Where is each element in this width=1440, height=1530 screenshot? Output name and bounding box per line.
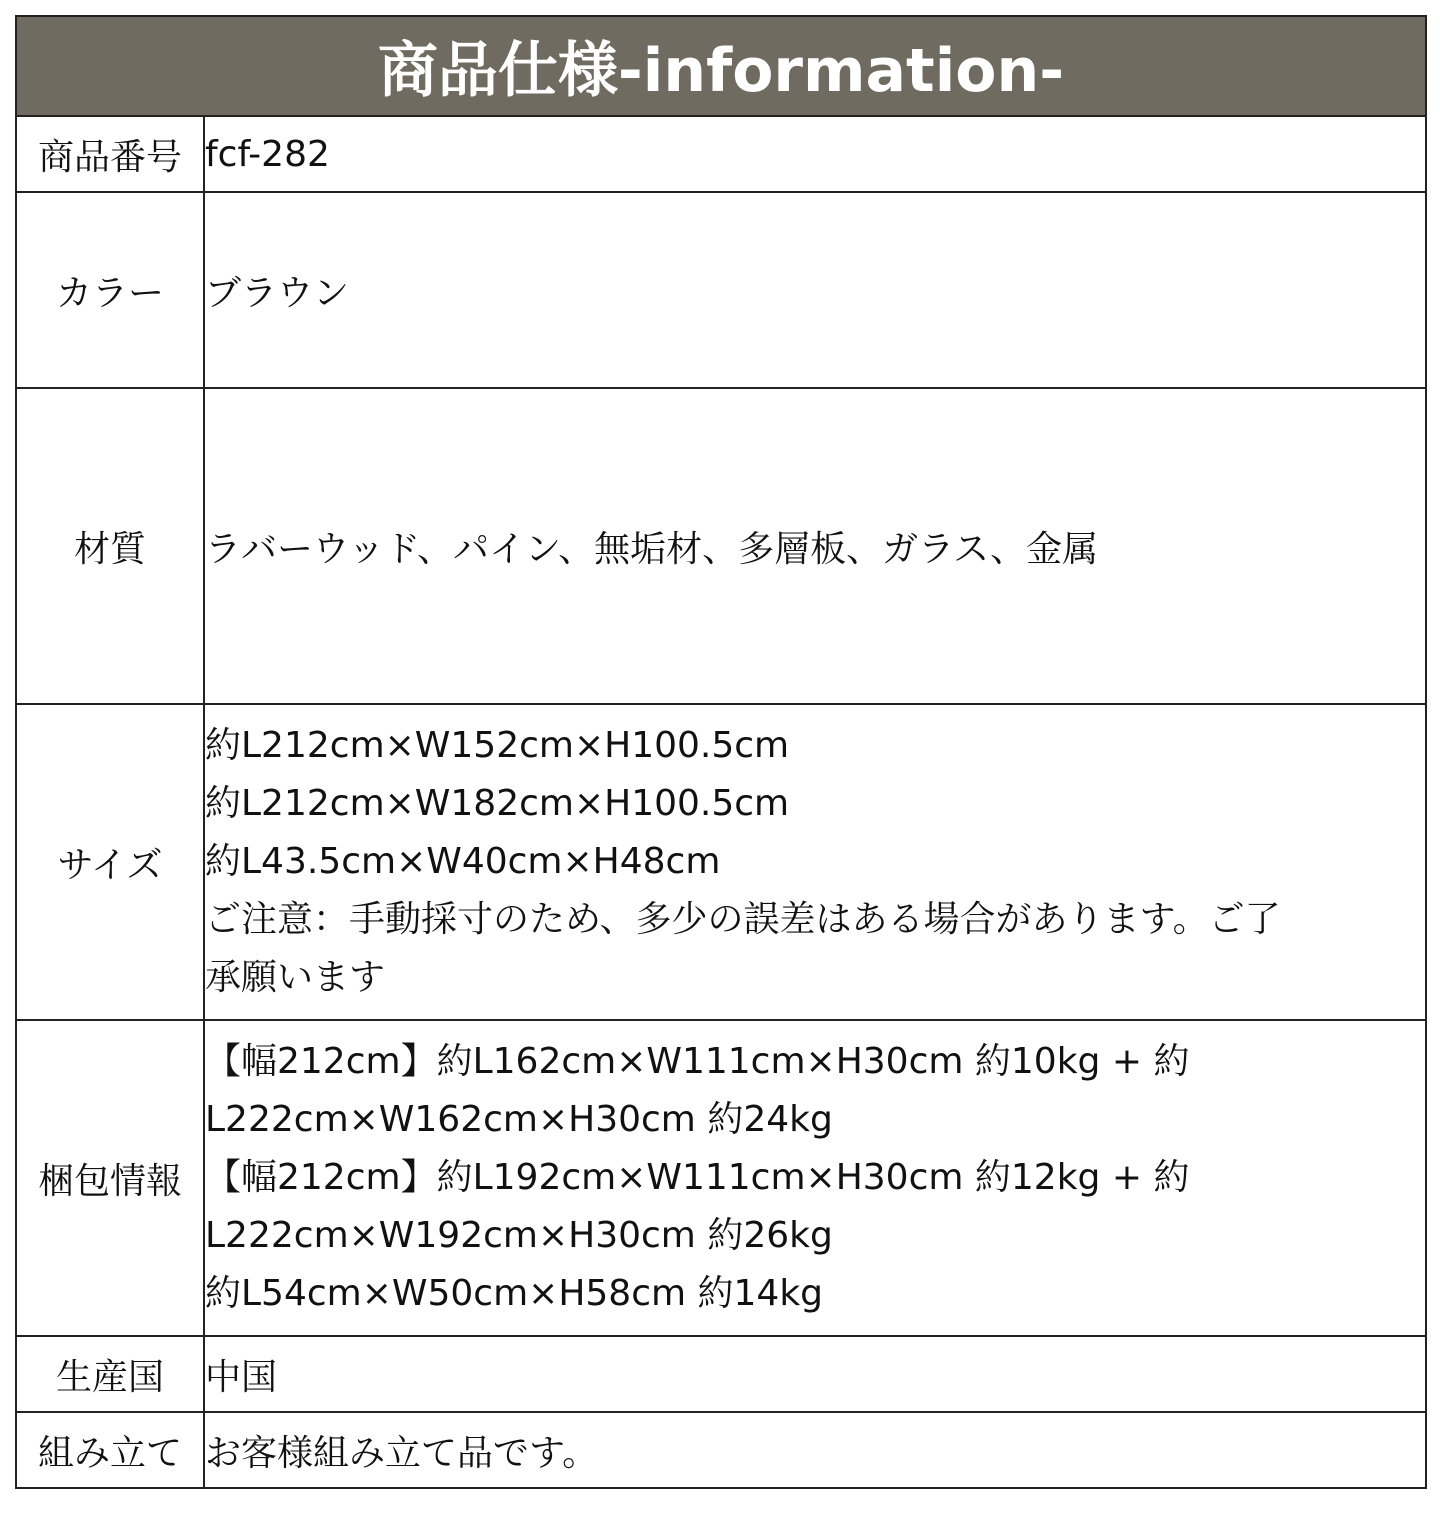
package-line: L222cm×W162cm×H30cm 約24kg — [205, 1099, 833, 1140]
package-line: 【幅212cm】約L192cm×W111cm×H30cm 約12kg + 約 — [205, 1157, 1190, 1198]
table-row-color — [16, 192, 1426, 388]
size-line: 約L43.5cm×W40cm×H48cm — [205, 841, 721, 882]
size-note-line: ご注意：手動採寸のため、多少の誤差はある場合があります。ご了 — [205, 899, 1281, 940]
color-value: ブラウン — [204, 192, 1426, 388]
size-value — [204, 704, 1426, 1020]
origin-label: 生産国 — [16, 1336, 204, 1412]
title-row — [16, 16, 1426, 116]
color-label: カラー — [16, 192, 204, 388]
table-row-material — [16, 388, 1426, 704]
package-info-value — [204, 1020, 1426, 1336]
material-value: ラバーウッド、パイン、無垢材、多層板、ガラス、金属 — [204, 388, 1426, 704]
size-label: サイズ — [16, 704, 204, 1020]
package-line: 約L54cm×W50cm×H58cm 約14kg — [205, 1273, 824, 1314]
package-info-label: 梱包情報 — [16, 1020, 204, 1336]
table-row-product-number — [16, 116, 1426, 192]
table-row-size — [16, 704, 1426, 1020]
table-row-origin — [16, 1336, 1426, 1412]
table-row-package-info — [16, 1020, 1426, 1336]
package-line: L222cm×W192cm×H30cm 約26kg — [205, 1215, 833, 1256]
origin-value: 中国 — [204, 1336, 1426, 1412]
size-line: 約L212cm×W182cm×H100.5cm — [205, 783, 790, 824]
table-title: 商品仕様-information- — [16, 16, 1426, 116]
product-number-value: fcf-282 — [204, 116, 1426, 192]
spec-table — [15, 15, 1427, 1489]
assembly-label: 組み立て — [16, 1412, 204, 1488]
size-line: 約L212cm×W152cm×H100.5cm — [205, 725, 790, 766]
table-row-assembly — [16, 1412, 1426, 1488]
product-number-label: 商品番号 — [16, 116, 204, 192]
material-label: 材質 — [16, 388, 204, 704]
size-note-line: 承願います — [205, 957, 386, 998]
package-line: 【幅212cm】約L162cm×W111cm×H30cm 約10kg + 約 — [205, 1041, 1190, 1082]
assembly-value: お客様組み立て品です。 — [204, 1412, 1426, 1488]
